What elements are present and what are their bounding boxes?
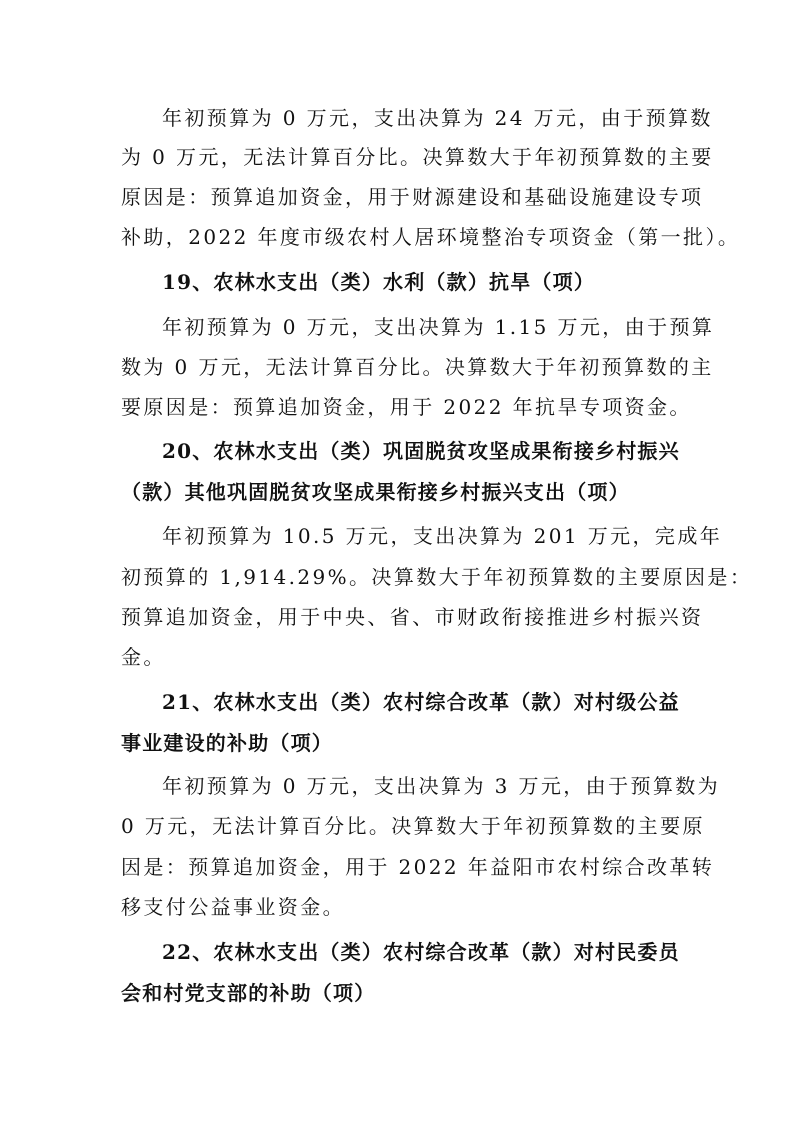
section-heading: （款）其他巩固脱贫攻坚成果衔接乡村振兴支出（项）	[121, 480, 630, 504]
paragraph-line: 补助，2022 年度市级农村人居环境整治专项资金（第一批）。	[121, 225, 741, 249]
paragraph-line: 年初预算为 10.5 万元，支出决算为 201 万元，完成年	[162, 524, 723, 548]
paragraph-line: 原因是：预算追加资金，用于财源建设和基础设施建设专项	[121, 185, 704, 209]
paragraph-line: 年初预算为 0 万元，支出决算为 1.15 万元，由于预算	[162, 315, 715, 339]
section-heading: 20、农林水支出（类）巩固脱贫攻坚成果衔接乡村振兴	[162, 439, 680, 463]
paragraph-line: 年初预算为 0 万元，支出决算为 24 万元，由于预算数	[162, 106, 713, 130]
paragraph-line: 移支付公益事业资金。	[121, 895, 345, 919]
paragraph-line: 要原因是：预算追加资金，用于 2022 年抗旱专项资金。	[121, 395, 692, 419]
section-heading: 事业建设的补助（项）	[121, 731, 333, 755]
paragraph-line: 因是：预算追加资金，用于 2022 年益阳市农村综合改革转	[121, 855, 715, 879]
paragraph-line: 为 0 万元，无法计算百分比。决算数大于年初预算数的主要	[121, 145, 714, 169]
paragraph-line: 年初预算为 0 万元，支出决算为 3 万元，由于预算数为	[162, 774, 721, 798]
section-heading: 会和村党支部的补助（项）	[121, 981, 376, 1005]
section-heading: 21、农林水支出（类）农村综合改革（款）对村级公益	[162, 690, 680, 714]
section-heading: 22、农林水支出（类）农村综合改革（款）对村民委员	[162, 940, 680, 964]
paragraph-line: 初预算的 1,914.29%。决算数大于年初预算数的主要原因是：	[121, 565, 753, 589]
paragraph-line: 金。	[121, 645, 166, 669]
section-heading: 19、农林水支出（类）水利（款）抗旱（项）	[162, 270, 596, 294]
paragraph-line: 0 万元，无法计算百分比。决算数大于年初预算数的主要原	[121, 814, 705, 838]
paragraph-line: 数为 0 万元，无法计算百分比。决算数大于年初预算数的主	[121, 355, 714, 379]
paragraph-line: 预算追加资金，用于中央、省、市财政衔接推进乡村振兴资	[121, 605, 704, 629]
